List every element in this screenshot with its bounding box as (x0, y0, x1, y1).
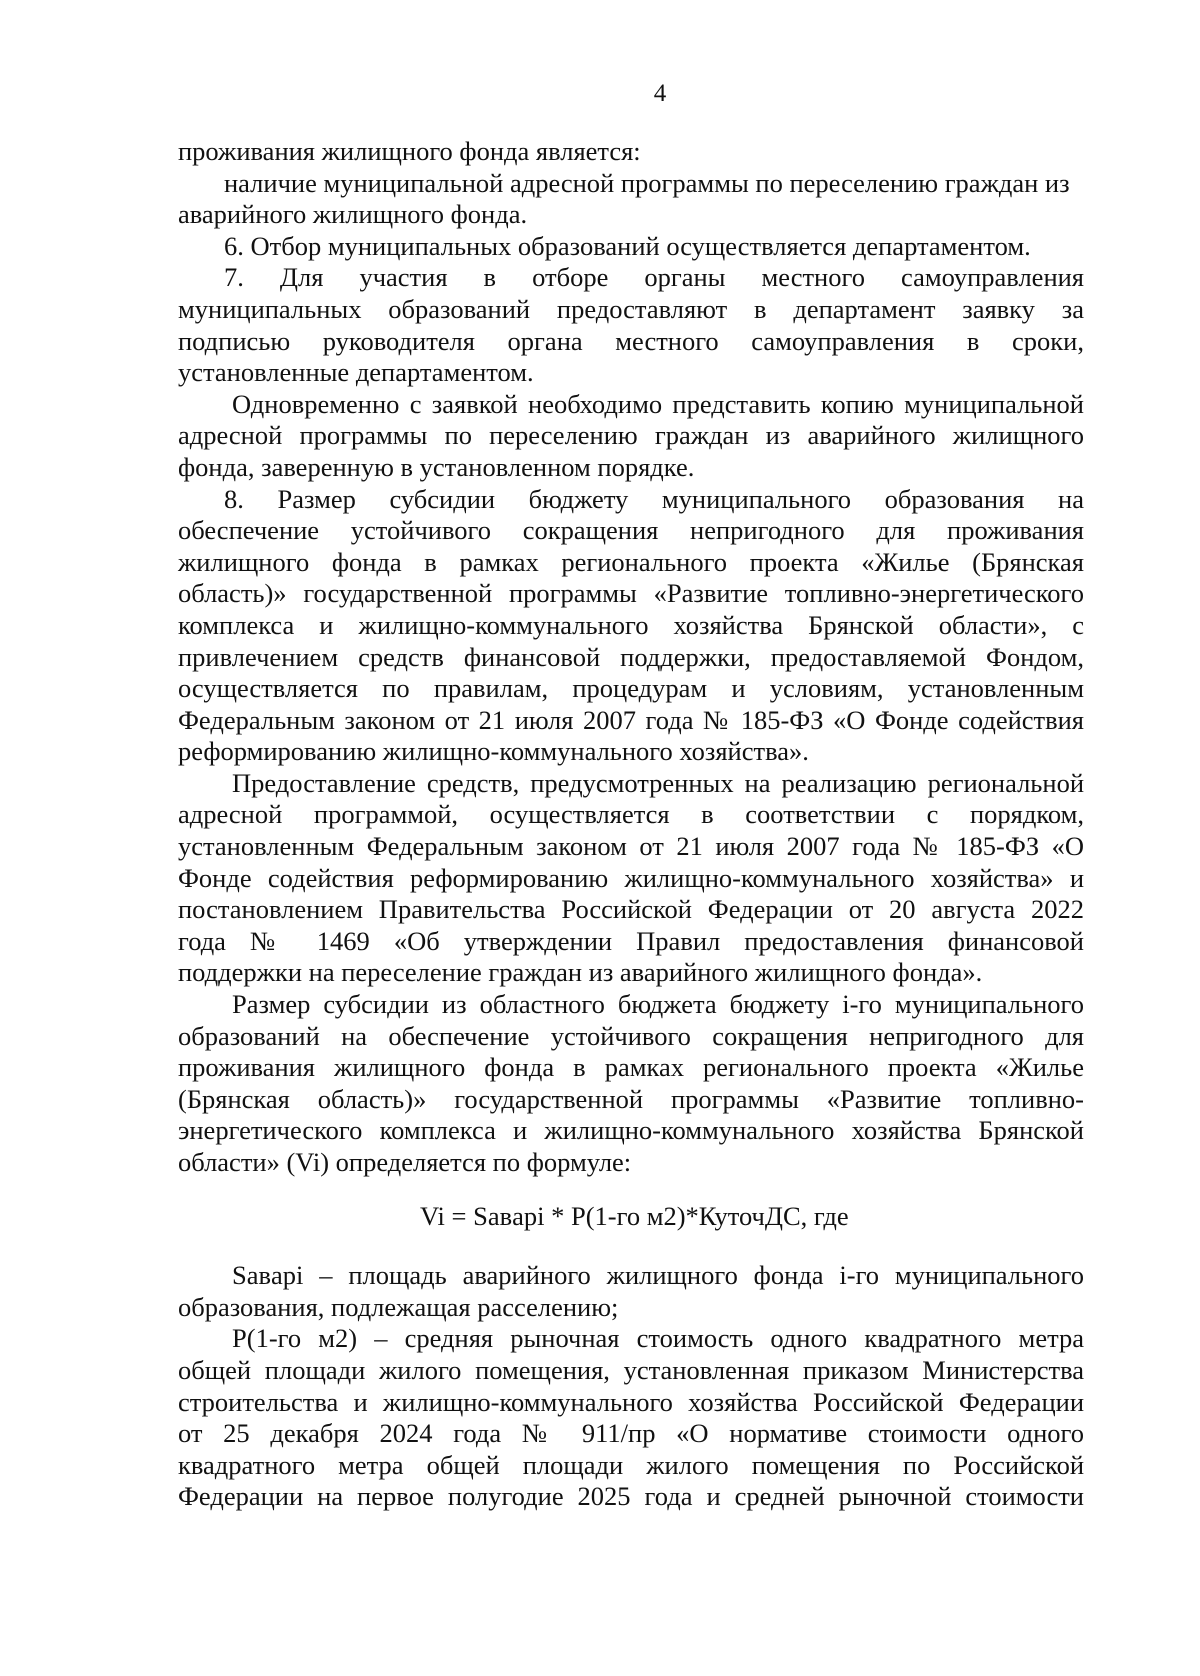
text-line: муниципальных образований предоставляют в департамент заявку за (178, 293, 1084, 324)
formula: Vi = Saвapi * P(1-го м2)*КуточДС, где (420, 1200, 849, 1231)
text-line: наличие муниципальной адресной программы по переселению граждан из (224, 167, 1070, 198)
text-line: Размер субсидии из областного бюджета бюджету i-го муниципального (232, 989, 1084, 1020)
text-line: общей площади жилого помещения, установленная приказом Министерства (178, 1354, 1084, 1385)
text-line: фонда, заверенную в установленном порядке. (178, 451, 695, 482)
text-line: строительства и жилищно-коммунального хозяйства Российской Федерации (178, 1386, 1084, 1417)
text-line: комплекса и жилищно-коммунального хозяйства Брянской области», с (178, 609, 1084, 640)
text-line: от 25 декабря 2024 года № 911/пр «О нормативе стоимости одного (178, 1418, 1084, 1449)
text-line: реформированию жилищно-коммунального хозяйства». (178, 736, 809, 767)
text-line: область)» государственной программы «Развитие топливно-энергетического (178, 578, 1084, 609)
text-line: области» (Vi) определяется по формуле: (178, 1147, 632, 1177)
text-line: Фонде содействия реформированию жилищно-коммунального хозяйства» и (178, 862, 1084, 893)
text-line: квадратного метра общей площади жилого помещения по Российской (178, 1449, 1084, 1480)
text-line: Предоставление средств, предусмотренных на реализацию региональной (232, 767, 1084, 798)
text-line: 6. Отбор муниципальных образований осуществляется департаментом. (224, 230, 1031, 261)
text-line: 7. Для участия в отборе органы местного самоуправления (224, 262, 1084, 293)
text-line: жилищного фонда в рамках регионального проекта «Жилье (Брянская (178, 546, 1084, 577)
text-line: года № 1469 «Об утверждении Правил предоставления финансовой (178, 925, 1084, 956)
text-line: поддержки на переселение граждан из аварийного жилищного фонда». (178, 957, 983, 988)
text-line: Saвapi – площадь аварийного жилищного фонда i-го муниципального (232, 1260, 1084, 1291)
text-line: Федеральным законом от 21 июля 2007 года № 185-ФЗ «О Фонде содействия (178, 704, 1084, 735)
text-line: проживания жилищного фонда в рамках регионального проекта «Жилье (178, 1052, 1084, 1083)
text-line: привлечением средств финансовой поддержки, предоставляемой Фондом, (178, 641, 1084, 672)
text-line: образования, подлежащая расселению; (178, 1291, 619, 1322)
text-line: аварийного жилищного фонда. (178, 199, 528, 230)
text-line: обеспечение устойчивого сокращения непригодного для проживания (178, 515, 1084, 546)
text-line: образований на обеспечение устойчивого сокращения непригодного для (178, 1020, 1084, 1051)
text-line: постановлением Правительства Российской Федерации от 20 августа 2022 (178, 894, 1084, 925)
text-line: P(1-го м2) – средняя рыночная стоимость одного квадратного метра (232, 1323, 1084, 1354)
text-line: осуществляется по правилам, процедурам и условиям, установленным (178, 673, 1084, 704)
text-line: установленным Федеральным законом от 21 июля 2007 года № 185-ФЗ «О (178, 831, 1084, 862)
text-line: (Брянская область)» государственной программы «Развитие топливно- (178, 1083, 1084, 1114)
document-body (178, 136, 1084, 1513)
text-line: адресной программы по переселению граждан из аварийного жилищного (178, 420, 1084, 451)
text-line: проживания жилищного фонда является: (178, 136, 641, 166)
text-line: Одновременно с заявкой необходимо представить копию муниципальной (232, 388, 1084, 419)
text-line: 8. Размер субсидии бюджету муниципального образования на (224, 483, 1084, 514)
text-line: установленные департаментом. (178, 357, 534, 388)
text-line: Федерации на первое полугодие 2025 года и средней рыночной стоимости (178, 1481, 1084, 1512)
text-line: подписью руководителя органа местного самоуправления в сроки, (178, 325, 1084, 356)
page-number: 4 (653, 80, 667, 107)
text-line: адресной программой, осуществляется в соответствии с порядком, (178, 799, 1084, 830)
text-line: энергетического комплекса и жилищно-коммунального хозяйства Брянской (178, 1115, 1084, 1146)
